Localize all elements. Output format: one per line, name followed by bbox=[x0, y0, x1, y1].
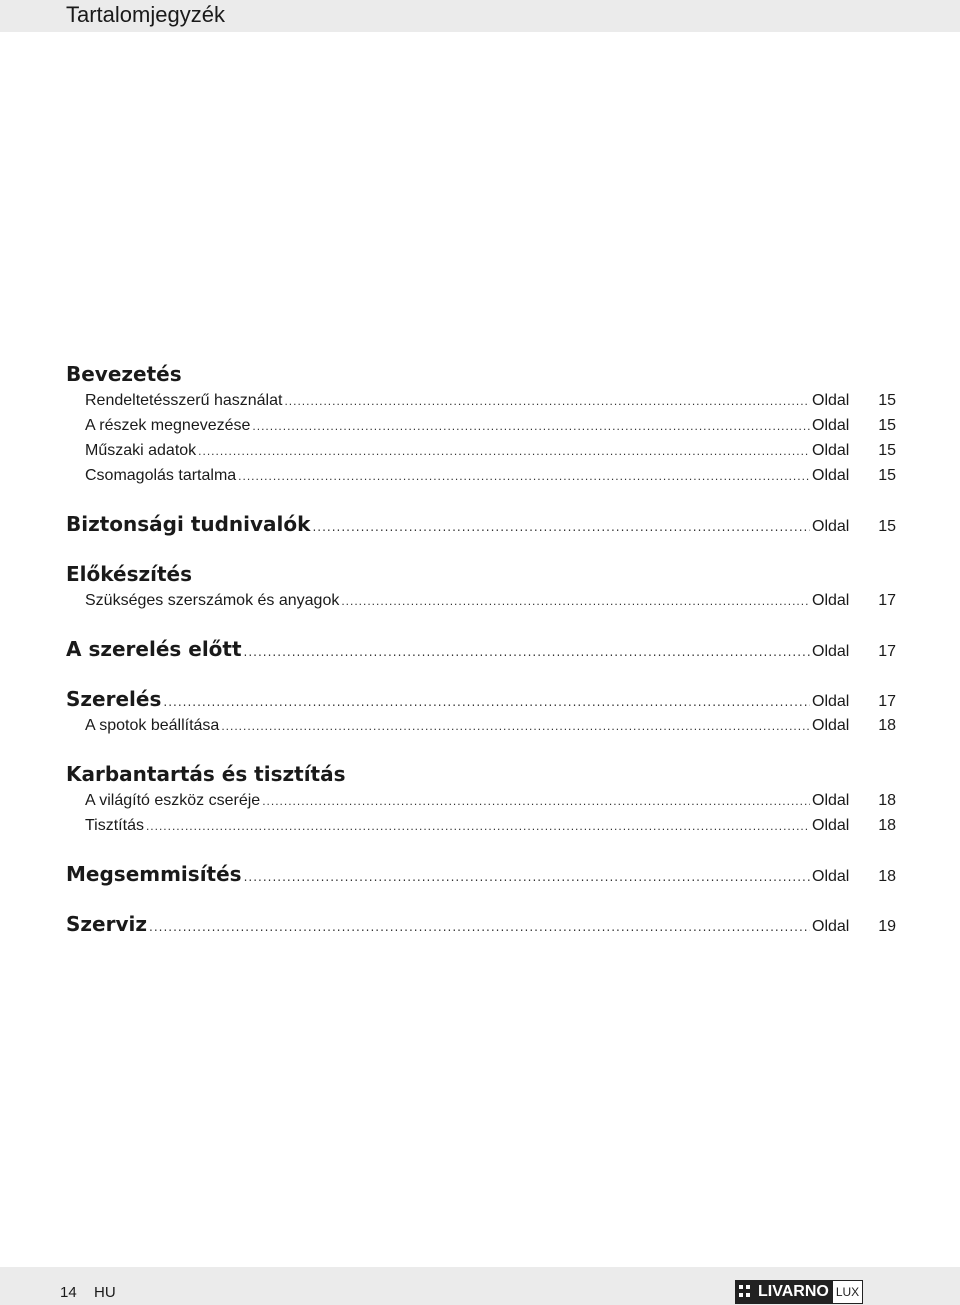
toc-entry[interactable] bbox=[66, 388, 896, 413]
toc-leader bbox=[262, 789, 810, 814]
toc-entry[interactable] bbox=[66, 813, 896, 838]
toc-section-label: Biztonsági tudnivalók bbox=[66, 512, 311, 536]
toc-entry[interactable] bbox=[66, 788, 896, 813]
toc-entry-label: Rendeltetésszerű használat bbox=[85, 392, 283, 409]
toc-page-label: Oldal bbox=[812, 392, 850, 409]
toc-page-label: Oldal bbox=[812, 467, 850, 484]
logo-text: LIVARNO bbox=[754, 1281, 833, 1303]
toc-entry-label: Tisztítás bbox=[85, 817, 144, 834]
spacer bbox=[66, 838, 896, 860]
toc-section-biztonsagi[interactable] bbox=[66, 510, 896, 538]
toc-section-label: Szerviz bbox=[66, 912, 148, 936]
toc-page-number: 19 bbox=[878, 918, 896, 935]
toc-page-number: 15 bbox=[878, 392, 896, 409]
toc-leader bbox=[198, 439, 810, 464]
toc-page-number: 15 bbox=[878, 442, 896, 459]
toc-leader bbox=[312, 513, 810, 541]
toc-page-number: 18 bbox=[878, 792, 896, 809]
toc-page-label: Oldal bbox=[812, 518, 850, 535]
table-of-contents bbox=[66, 360, 896, 938]
toc-page-number: 18 bbox=[878, 817, 896, 834]
toc-section-label: A szerelés előtt bbox=[66, 637, 242, 661]
spacer bbox=[66, 613, 896, 635]
toc-section-label: Megsemmisítés bbox=[66, 862, 242, 886]
toc-leader bbox=[244, 863, 810, 891]
spacer bbox=[66, 663, 896, 685]
toc-entry[interactable] bbox=[66, 413, 896, 438]
toc-entry-label: A részek megnevezése bbox=[85, 417, 251, 434]
toc-page-number: 17 bbox=[878, 592, 896, 609]
toc-page-label: Oldal bbox=[812, 868, 850, 885]
toc-page-number: 15 bbox=[878, 467, 896, 484]
toc-page-label: Oldal bbox=[812, 693, 850, 710]
toc-entry[interactable] bbox=[66, 588, 896, 613]
page-number: 14 bbox=[60, 1284, 77, 1301]
toc-page-label: Oldal bbox=[812, 817, 850, 834]
toc-entry[interactable] bbox=[66, 713, 896, 738]
spacer bbox=[66, 738, 896, 760]
toc-page-number: 15 bbox=[878, 417, 896, 434]
toc-section-megsemmisites[interactable] bbox=[66, 860, 896, 888]
toc-page-number: 18 bbox=[878, 717, 896, 734]
toc-leader bbox=[146, 814, 810, 839]
toc-section-szereles[interactable] bbox=[66, 685, 896, 713]
toc-page-label: Oldal bbox=[812, 442, 850, 459]
logo-sub-text: LUX bbox=[833, 1281, 862, 1303]
spacer bbox=[66, 888, 896, 910]
toc-page-number: 17 bbox=[878, 693, 896, 710]
language-code: HU bbox=[94, 1284, 116, 1301]
toc-leader bbox=[341, 589, 810, 614]
spacer bbox=[66, 488, 896, 510]
toc-heading-bevezetes[interactable]: Bevezetés bbox=[66, 362, 182, 386]
toc-section-szereles-elott[interactable] bbox=[66, 635, 896, 663]
page-header bbox=[0, 0, 960, 32]
toc-entry-label: A világító eszköz cseréje bbox=[85, 792, 261, 809]
toc-page-label: Oldal bbox=[812, 592, 850, 609]
toc-page-label: Oldal bbox=[812, 717, 850, 734]
toc-entry-label: Műszaki adatok bbox=[85, 442, 197, 459]
toc-entry[interactable] bbox=[66, 438, 896, 463]
toc-entry-label: A spotok beállítása bbox=[85, 717, 220, 734]
toc-heading-elokeszites[interactable]: Előkészítés bbox=[66, 562, 193, 586]
logo-mark-icon bbox=[736, 1281, 754, 1303]
page-title: Tartalomjegyzék bbox=[66, 2, 225, 27]
toc-section-label: Szerelés bbox=[66, 687, 162, 711]
toc-leader bbox=[163, 688, 810, 716]
toc-page-number: 15 bbox=[878, 518, 896, 535]
toc-page-label: Oldal bbox=[812, 792, 850, 809]
toc-leader bbox=[221, 714, 810, 739]
toc-page-label: Oldal bbox=[812, 918, 850, 935]
toc-heading-karbantartas[interactable]: Karbantartás és tisztítás bbox=[66, 762, 346, 786]
toc-entry-label: Csomagolás tartalma bbox=[85, 467, 237, 484]
toc-page-label: Oldal bbox=[812, 417, 850, 434]
toc-leader bbox=[238, 464, 810, 489]
brand-logo bbox=[735, 1280, 863, 1304]
page-footer bbox=[0, 1267, 960, 1305]
toc-page-number: 18 bbox=[878, 868, 896, 885]
toc-entry[interactable] bbox=[66, 463, 896, 488]
toc-leader bbox=[284, 389, 810, 414]
toc-leader bbox=[252, 414, 810, 439]
toc-leader bbox=[149, 913, 810, 941]
spacer bbox=[66, 538, 896, 560]
toc-leader bbox=[244, 638, 810, 666]
toc-page-label: Oldal bbox=[812, 643, 850, 660]
toc-entry-label: Szükséges szerszámok és anyagok bbox=[85, 592, 340, 609]
toc-page-number: 17 bbox=[878, 643, 896, 660]
toc-section-szerviz[interactable] bbox=[66, 910, 896, 938]
